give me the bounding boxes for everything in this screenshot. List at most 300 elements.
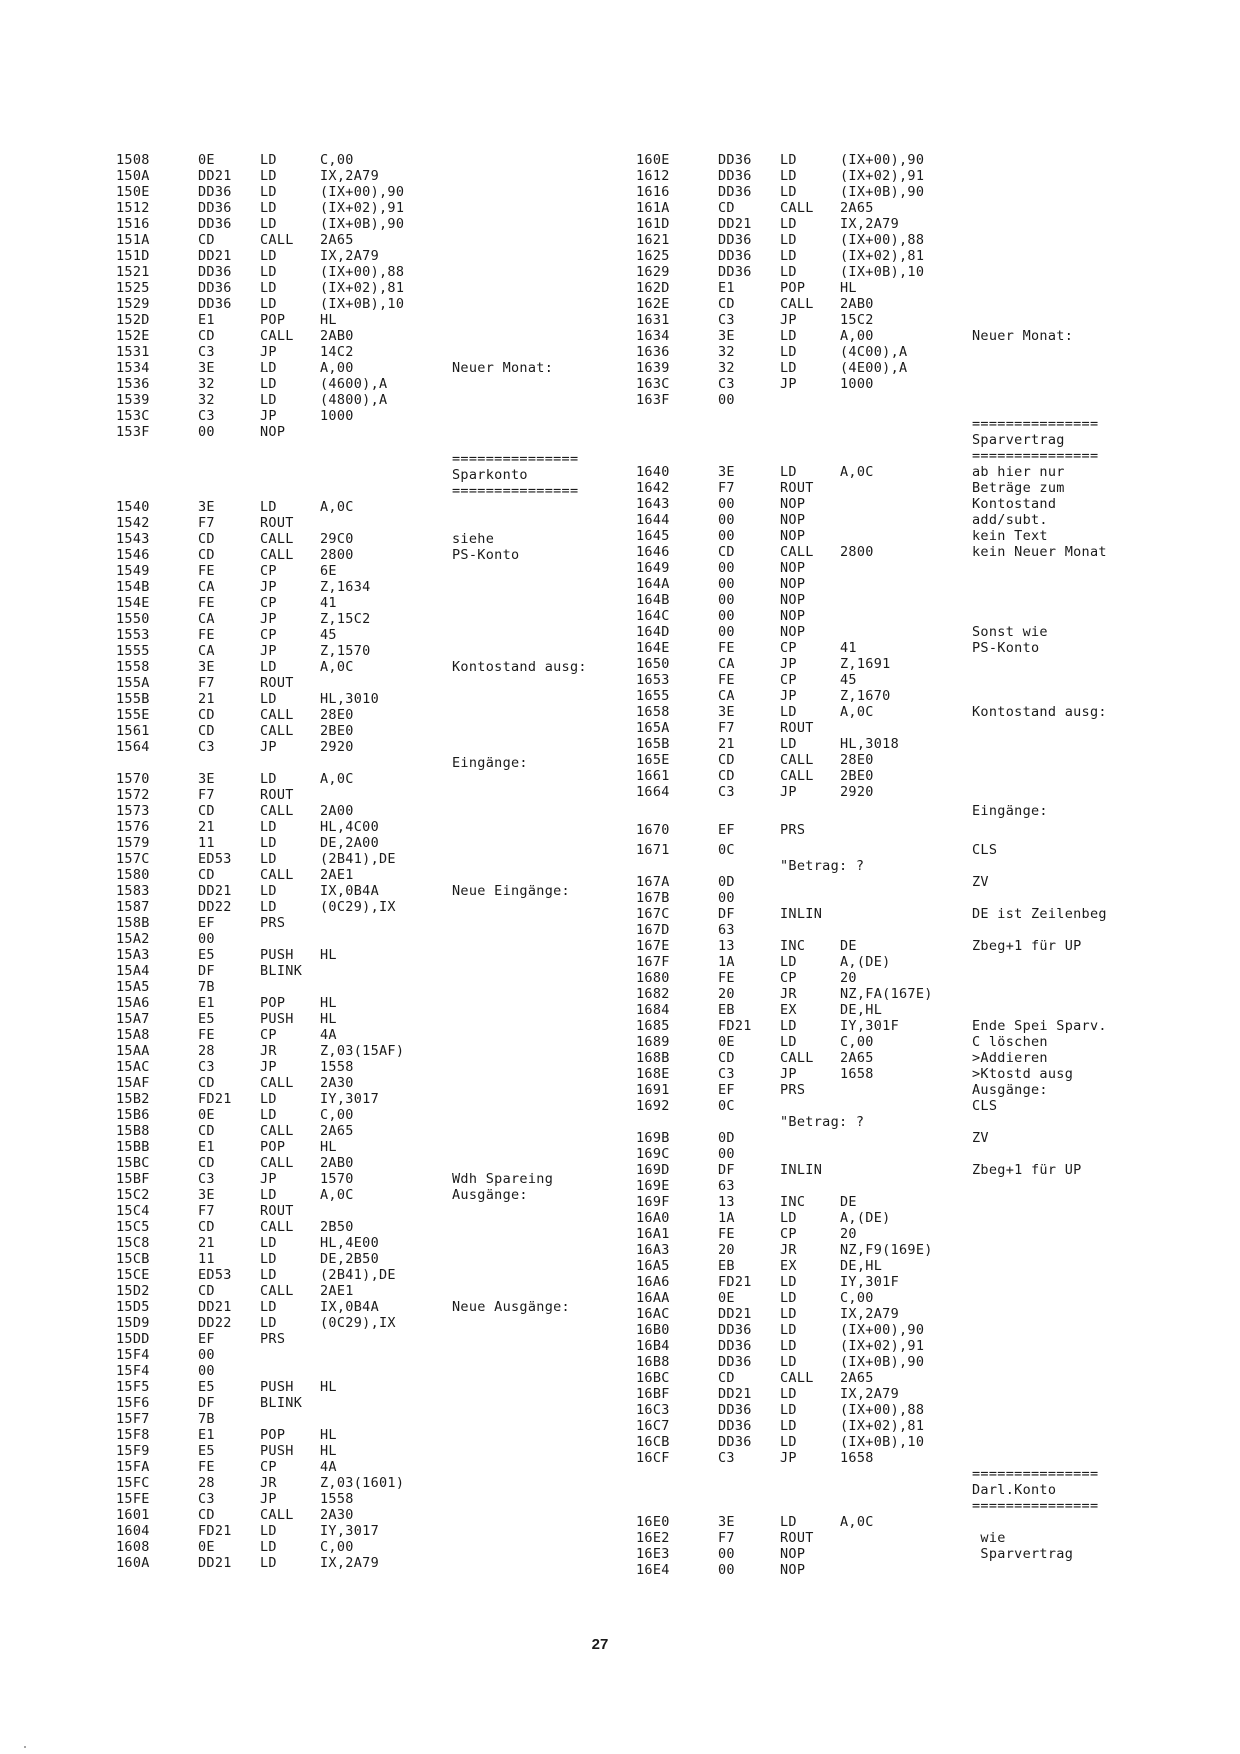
operand: HL bbox=[320, 1139, 337, 1156]
address: 151A bbox=[116, 232, 150, 248]
hex-bytes: F7 bbox=[198, 515, 215, 532]
address: 16A3 bbox=[636, 1241, 670, 1258]
address: 167E bbox=[636, 937, 670, 954]
address: 169B bbox=[636, 1129, 670, 1146]
operand: 2920 bbox=[320, 739, 354, 756]
address: 1536 bbox=[116, 376, 150, 392]
operand: Z,1634 bbox=[320, 579, 371, 596]
hex-bytes: 0E bbox=[718, 1289, 735, 1306]
hex-bytes: 0D bbox=[718, 1129, 735, 1146]
operand: C,00 bbox=[320, 152, 354, 168]
mnemonic: CALL bbox=[780, 752, 814, 768]
hex-bytes: 00 bbox=[718, 592, 735, 608]
comment: wie bbox=[972, 1529, 1006, 1546]
operand: (2B41),DE bbox=[320, 1267, 396, 1284]
mnemonic: JP bbox=[260, 611, 277, 628]
mnemonic: CP bbox=[780, 640, 797, 656]
hex-bytes: CA bbox=[198, 579, 215, 596]
mnemonic: JP bbox=[780, 688, 797, 704]
mnemonic: LD bbox=[260, 216, 277, 232]
hex-bytes: 00 bbox=[718, 624, 735, 640]
address: 1684 bbox=[636, 1001, 670, 1018]
mnemonic: CALL bbox=[780, 544, 814, 560]
hex-bytes: DD36 bbox=[718, 1417, 752, 1434]
address: 1640 bbox=[636, 464, 670, 480]
comment: kein Neuer Monat bbox=[972, 544, 1107, 560]
operand: (IX+02),81 bbox=[840, 1417, 925, 1434]
operand: (IX+0B),90 bbox=[840, 184, 925, 200]
mnemonic: NOP bbox=[780, 608, 806, 624]
comment: siehe bbox=[452, 531, 495, 548]
hex-bytes: 00 bbox=[718, 496, 735, 512]
mnemonic: CALL bbox=[260, 1075, 294, 1092]
address: 15D2 bbox=[116, 1283, 150, 1300]
hex-bytes: DF bbox=[718, 1161, 735, 1178]
address: 1583 bbox=[116, 883, 150, 900]
operand: HL,3010 bbox=[320, 691, 379, 708]
address: 15F8 bbox=[116, 1427, 150, 1444]
operand: 20 bbox=[840, 1225, 857, 1242]
operand: 1658 bbox=[840, 1449, 874, 1466]
hex-bytes: 21 bbox=[198, 691, 215, 708]
mnemonic: CALL bbox=[780, 768, 814, 784]
mnemonic: LD bbox=[780, 1417, 797, 1434]
hex-bytes: 7B bbox=[198, 1411, 215, 1428]
hex-bytes: 0D bbox=[718, 873, 735, 890]
mnemonic: LD bbox=[260, 1235, 277, 1252]
hex-bytes: 13 bbox=[718, 1193, 735, 1210]
mnemonic: LD bbox=[260, 1107, 277, 1124]
address: 16B4 bbox=[636, 1337, 670, 1354]
operand: 41 bbox=[840, 640, 857, 656]
operand: (IX+00),88 bbox=[320, 264, 405, 280]
address: 163F bbox=[636, 392, 670, 408]
hex-bytes: CA bbox=[718, 688, 735, 704]
address: 16A6 bbox=[636, 1273, 670, 1290]
hex-bytes: DD36 bbox=[718, 264, 752, 280]
address: 1543 bbox=[116, 531, 150, 548]
comment: CLS bbox=[972, 1097, 998, 1114]
hex-bytes: DD36 bbox=[718, 1401, 752, 1418]
operand: 4A bbox=[320, 1027, 337, 1044]
hex-bytes: C3 bbox=[718, 312, 735, 328]
address: 1570 bbox=[116, 771, 150, 788]
hex-bytes: C3 bbox=[198, 1171, 215, 1188]
hex-bytes: FE bbox=[198, 627, 215, 644]
mnemonic: JR bbox=[260, 1043, 277, 1060]
operand: A,0C bbox=[840, 1513, 874, 1530]
operand: 4A bbox=[320, 1459, 337, 1476]
mnemonic: NOP bbox=[780, 1561, 806, 1578]
operand: C,00 bbox=[320, 1539, 354, 1556]
hex-bytes: DD21 bbox=[198, 1555, 232, 1572]
mnemonic: JP bbox=[260, 739, 277, 756]
operand: 2920 bbox=[840, 784, 874, 800]
address: 1653 bbox=[636, 672, 670, 688]
hex-bytes: CD bbox=[198, 803, 215, 820]
address: 160E bbox=[636, 152, 670, 168]
mnemonic: CP bbox=[780, 672, 797, 688]
mnemonic: JP bbox=[780, 312, 797, 328]
hex-bytes: 00 bbox=[718, 528, 735, 544]
operand: IX,2A79 bbox=[320, 168, 379, 184]
operand: (IX+0B),10 bbox=[840, 1433, 925, 1450]
operand: (IX+0B),90 bbox=[840, 1353, 925, 1370]
mnemonic: LD bbox=[780, 1321, 797, 1338]
hex-bytes: DD21 bbox=[198, 168, 232, 184]
mnemonic: POP bbox=[260, 1139, 286, 1156]
operand: 1558 bbox=[320, 1491, 354, 1508]
address: 16A1 bbox=[636, 1225, 670, 1242]
operand: DE,HL bbox=[840, 1001, 883, 1018]
hex-bytes: DD36 bbox=[718, 248, 752, 264]
mnemonic: LD bbox=[260, 851, 277, 868]
comment: PS-Konto bbox=[972, 640, 1040, 656]
hex-bytes: DD21 bbox=[198, 248, 232, 264]
address: 150A bbox=[116, 168, 150, 184]
hex-bytes: CD bbox=[198, 232, 215, 248]
hex-bytes: F7 bbox=[198, 787, 215, 804]
comment: Ende Spei Sparv. bbox=[972, 1017, 1107, 1034]
mnemonic: BLINK bbox=[260, 1395, 303, 1412]
hex-bytes: 00 bbox=[198, 1363, 215, 1380]
operand: 28E0 bbox=[840, 752, 874, 768]
comment: Zbeg+1 für UP bbox=[972, 937, 1082, 954]
mnemonic: LD bbox=[780, 1513, 797, 1530]
hex-bytes: FE bbox=[718, 672, 735, 688]
hex-bytes: 00 bbox=[718, 1145, 735, 1162]
operand: A,0C bbox=[320, 499, 354, 516]
hex-bytes: F7 bbox=[198, 675, 215, 692]
mnemonic: CALL bbox=[260, 1155, 294, 1172]
hex-bytes: 32 bbox=[718, 344, 735, 360]
address: 1555 bbox=[116, 643, 150, 660]
hex-bytes: DD36 bbox=[198, 216, 232, 232]
mnemonic: LD bbox=[780, 1385, 797, 1402]
address: 1680 bbox=[636, 969, 670, 986]
operand: (0C29),IX bbox=[320, 1315, 396, 1332]
operand: Z,03(15AF) bbox=[320, 1043, 405, 1060]
mnemonic: LD bbox=[260, 883, 277, 900]
mnemonic: LD bbox=[260, 1187, 277, 1204]
hex-bytes: DD22 bbox=[198, 899, 232, 916]
comment: >Ktostd ausg bbox=[972, 1065, 1074, 1082]
address: 169D bbox=[636, 1161, 670, 1178]
address: 1550 bbox=[116, 611, 150, 628]
address: 15F4 bbox=[116, 1347, 150, 1364]
hex-bytes: DD36 bbox=[718, 168, 752, 184]
mnemonic: LD bbox=[780, 264, 797, 280]
address: 165E bbox=[636, 752, 670, 768]
address: 1634 bbox=[636, 328, 670, 344]
address: 1629 bbox=[636, 264, 670, 280]
mnemonic: CALL bbox=[260, 1123, 294, 1140]
mnemonic: JP bbox=[260, 643, 277, 660]
hex-bytes: CD bbox=[718, 768, 735, 784]
mnemonic: ROUT bbox=[780, 720, 814, 736]
hex-bytes: FE bbox=[198, 595, 215, 612]
mnemonic: LD bbox=[780, 344, 797, 360]
hex-bytes: 0E bbox=[718, 1033, 735, 1050]
hex-bytes: 3E bbox=[718, 1513, 735, 1530]
hex-bytes: E1 bbox=[198, 995, 215, 1012]
operand: 2BE0 bbox=[840, 768, 874, 784]
hex-bytes: 00 bbox=[718, 576, 735, 592]
address: 1616 bbox=[636, 184, 670, 200]
hex-bytes: 63 bbox=[718, 921, 735, 938]
hex-bytes: 00 bbox=[718, 1561, 735, 1578]
address: 1608 bbox=[116, 1539, 150, 1556]
address: 165A bbox=[636, 720, 670, 736]
mnemonic: LD bbox=[780, 736, 797, 752]
hex-bytes: FD21 bbox=[718, 1273, 752, 1290]
mnemonic: INLIN bbox=[780, 905, 823, 922]
operand: (IX+00),90 bbox=[840, 1321, 925, 1338]
address: 1534 bbox=[116, 360, 150, 376]
mnemonic: PUSH bbox=[260, 947, 294, 964]
hex-bytes: DD21 bbox=[718, 1385, 752, 1402]
address: 1564 bbox=[116, 739, 150, 756]
operand: IX,2A79 bbox=[320, 1555, 379, 1572]
mnemonic: LD bbox=[780, 1353, 797, 1370]
operand: HL bbox=[320, 1379, 337, 1396]
operand: IX,0B4A bbox=[320, 883, 379, 900]
address: 16B8 bbox=[636, 1353, 670, 1370]
mnemonic: LD bbox=[780, 360, 797, 376]
address: 1531 bbox=[116, 344, 150, 360]
comment: ZV bbox=[972, 1129, 989, 1146]
mnemonic: LD bbox=[780, 464, 797, 480]
mnemonic: CALL bbox=[260, 1283, 294, 1300]
hex-bytes: DF bbox=[198, 1395, 215, 1412]
hex-bytes: C3 bbox=[718, 1449, 735, 1466]
mnemonic: LD bbox=[260, 392, 277, 408]
address: 1664 bbox=[636, 784, 670, 800]
hex-bytes: C3 bbox=[198, 1491, 215, 1508]
operand: A,0C bbox=[320, 659, 354, 676]
operand: HL bbox=[320, 1443, 337, 1460]
operand: 2BE0 bbox=[320, 723, 354, 740]
operand: (IX+02),91 bbox=[320, 200, 405, 216]
mnemonic: ROUT bbox=[260, 515, 294, 532]
mnemonic: PUSH bbox=[260, 1443, 294, 1460]
mnemonic: PRS bbox=[780, 1081, 806, 1098]
address: 1631 bbox=[636, 312, 670, 328]
operand: A,(DE) bbox=[840, 1209, 891, 1226]
hex-bytes: 13 bbox=[718, 937, 735, 954]
hex-bytes: C3 bbox=[718, 784, 735, 800]
operand: 2A30 bbox=[320, 1507, 354, 1524]
hex-bytes: E1 bbox=[198, 312, 215, 328]
hex-bytes: 20 bbox=[718, 985, 735, 1002]
address: 1650 bbox=[636, 656, 670, 672]
address: 168B bbox=[636, 1049, 670, 1066]
hex-bytes: CD bbox=[198, 531, 215, 548]
mnemonic: JP bbox=[780, 1449, 797, 1466]
hex-bytes: 21 bbox=[198, 1235, 215, 1252]
mnemonic: ROUT bbox=[260, 787, 294, 804]
mnemonic: LD bbox=[260, 1251, 277, 1268]
comment: Sparkonto bbox=[452, 467, 528, 484]
hex-bytes: 3E bbox=[198, 771, 215, 788]
hex-bytes: 0C bbox=[718, 841, 735, 858]
operand: Z,1570 bbox=[320, 643, 371, 660]
hex-bytes: 00 bbox=[718, 1545, 735, 1562]
mnemonic: CP bbox=[780, 1225, 797, 1242]
comment: >Addieren bbox=[972, 1049, 1048, 1066]
hex-bytes: DD36 bbox=[718, 152, 752, 168]
mnemonic: PRS bbox=[780, 822, 806, 839]
address: 157C bbox=[116, 851, 150, 868]
mnemonic: JP bbox=[260, 1171, 277, 1188]
string-literal: "Betrag: ? bbox=[780, 1113, 865, 1130]
comment: Sparvertrag bbox=[972, 432, 1065, 448]
hex-bytes: DD21 bbox=[198, 1299, 232, 1316]
operand: 29C0 bbox=[320, 531, 354, 548]
hex-bytes: CD bbox=[198, 723, 215, 740]
hex-bytes: CD bbox=[198, 1283, 215, 1300]
address: 150E bbox=[116, 184, 150, 200]
mnemonic: LD bbox=[260, 899, 277, 916]
address: 1539 bbox=[116, 392, 150, 408]
mnemonic: NOP bbox=[780, 1545, 806, 1562]
hex-bytes: FE bbox=[198, 1027, 215, 1044]
address: 15FC bbox=[116, 1475, 150, 1492]
address: 15BF bbox=[116, 1171, 150, 1188]
operand: 2A65 bbox=[320, 1123, 354, 1140]
comment: Sparvertrag bbox=[972, 1545, 1074, 1562]
address: 164A bbox=[636, 576, 670, 592]
operand: C,00 bbox=[840, 1033, 874, 1050]
address: 154E bbox=[116, 595, 150, 612]
address: 15C4 bbox=[116, 1203, 150, 1220]
hex-bytes: CD bbox=[198, 867, 215, 884]
address: 1671 bbox=[636, 841, 670, 858]
address: 16AA bbox=[636, 1289, 670, 1306]
mnemonic: JP bbox=[260, 408, 277, 424]
address: 1516 bbox=[116, 216, 150, 232]
comment: =============== bbox=[972, 448, 1099, 464]
address: 15F4 bbox=[116, 1363, 150, 1380]
mnemonic: POP bbox=[780, 280, 806, 296]
address: 1642 bbox=[636, 480, 670, 496]
address: 165B bbox=[636, 736, 670, 752]
address: 1540 bbox=[116, 499, 150, 516]
address: 167A bbox=[636, 873, 670, 890]
hex-bytes: DF bbox=[198, 963, 215, 980]
operand: 45 bbox=[320, 627, 337, 644]
operand: 2AB0 bbox=[320, 1155, 354, 1172]
address: 1649 bbox=[636, 560, 670, 576]
mnemonic: INC bbox=[780, 937, 806, 954]
hex-bytes: 00 bbox=[718, 889, 735, 906]
address: 162D bbox=[636, 280, 670, 296]
address: 15A5 bbox=[116, 979, 150, 996]
hex-bytes: ED53 bbox=[198, 1267, 232, 1284]
hex-bytes: CD bbox=[198, 547, 215, 564]
hex-bytes: DD36 bbox=[718, 1353, 752, 1370]
operand: A,0C bbox=[320, 1187, 354, 1204]
address: 15A6 bbox=[116, 995, 150, 1012]
address: 1576 bbox=[116, 819, 150, 836]
hex-bytes: 0E bbox=[198, 1107, 215, 1124]
comment: Ausgänge: bbox=[972, 1081, 1048, 1098]
operand: HL bbox=[320, 947, 337, 964]
mnemonic: ROUT bbox=[260, 1203, 294, 1220]
mnemonic: EX bbox=[780, 1257, 797, 1274]
comment: Darl.Konto bbox=[972, 1481, 1057, 1498]
comment: ZV bbox=[972, 873, 989, 890]
mnemonic: CALL bbox=[260, 547, 294, 564]
mnemonic: JR bbox=[780, 1241, 797, 1258]
operand: IX,2A79 bbox=[840, 1305, 899, 1322]
address: 169E bbox=[636, 1177, 670, 1194]
operand: (IX+02),91 bbox=[840, 168, 925, 184]
address: 1639 bbox=[636, 360, 670, 376]
mnemonic: CALL bbox=[780, 296, 814, 312]
mnemonic: POP bbox=[260, 995, 286, 1012]
address: 16A5 bbox=[636, 1257, 670, 1274]
address: 1625 bbox=[636, 248, 670, 264]
mnemonic: LD bbox=[780, 248, 797, 264]
address: 1601 bbox=[116, 1507, 150, 1524]
hex-bytes: E5 bbox=[198, 947, 215, 964]
mnemonic: NOP bbox=[780, 528, 806, 544]
mnemonic: JP bbox=[780, 784, 797, 800]
comment: Sonst wie bbox=[972, 624, 1048, 640]
operand: 2B50 bbox=[320, 1219, 354, 1236]
hex-bytes: 32 bbox=[198, 392, 215, 408]
mnemonic: CALL bbox=[260, 707, 294, 724]
hex-bytes: CD bbox=[718, 752, 735, 768]
address: 15BC bbox=[116, 1155, 150, 1172]
address: 16A0 bbox=[636, 1209, 670, 1226]
hex-bytes: DD21 bbox=[718, 1305, 752, 1322]
operand: 2A65 bbox=[840, 1049, 874, 1066]
comment: =============== bbox=[972, 416, 1099, 432]
operand: NZ,F9(169E) bbox=[840, 1241, 933, 1258]
hex-bytes: CA bbox=[198, 643, 215, 660]
operand: (IX+02),81 bbox=[320, 280, 405, 296]
operand: 2AB0 bbox=[840, 296, 874, 312]
mnemonic: LD bbox=[260, 1267, 277, 1284]
comment: Neue Ausgänge: bbox=[452, 1299, 570, 1316]
operand: 1658 bbox=[840, 1065, 874, 1082]
address: 1636 bbox=[636, 344, 670, 360]
hex-bytes: DD36 bbox=[198, 280, 232, 296]
address: 1512 bbox=[116, 200, 150, 216]
operand: IY,3017 bbox=[320, 1523, 379, 1540]
address: 1691 bbox=[636, 1081, 670, 1098]
mnemonic: LD bbox=[780, 1401, 797, 1418]
hex-bytes: CD bbox=[198, 707, 215, 724]
operand: DE,2A00 bbox=[320, 835, 379, 852]
address: 1644 bbox=[636, 512, 670, 528]
operand: 6E bbox=[320, 563, 337, 580]
mnemonic: INLIN bbox=[780, 1161, 823, 1178]
address: 1521 bbox=[116, 264, 150, 280]
mnemonic: POP bbox=[260, 312, 286, 328]
address: 1658 bbox=[636, 704, 670, 720]
address: 15BB bbox=[116, 1139, 150, 1156]
address: 15F9 bbox=[116, 1443, 150, 1460]
mnemonic: JR bbox=[260, 1475, 277, 1492]
address: 1572 bbox=[116, 787, 150, 804]
hex-bytes: 7B bbox=[198, 979, 215, 996]
hex-bytes: CD bbox=[718, 1049, 735, 1066]
operand: A,0C bbox=[840, 704, 874, 720]
address: 1612 bbox=[636, 168, 670, 184]
